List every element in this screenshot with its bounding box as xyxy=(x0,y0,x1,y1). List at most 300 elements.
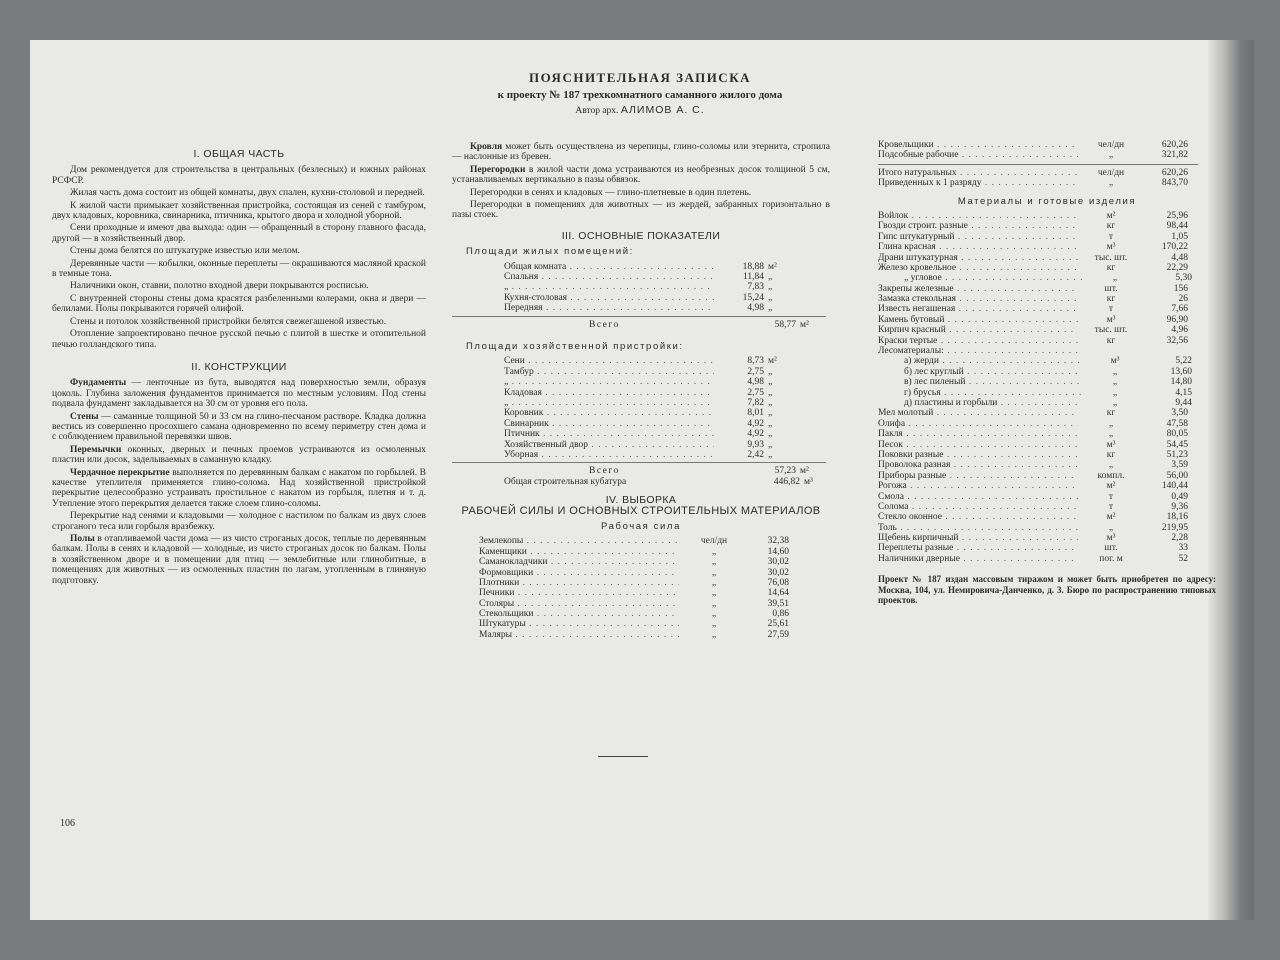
material-row-name: Кирпич красный . . . xyxy=(878,325,1078,335)
material-row-value: 2,28 xyxy=(1171,533,1188,544)
labor-row-name: Каменщики . . . xyxy=(479,547,679,557)
living-area-row xyxy=(452,303,830,313)
document-subtitle: к проекту № 187 трехкомнатного саманного жилого дома xyxy=(497,89,783,101)
material-row-unit: т xyxy=(1108,231,1114,242)
materials-table xyxy=(878,211,1216,564)
labor-row-name: Штукатуры . . . xyxy=(479,619,679,629)
material-row-unit: „ xyxy=(1108,460,1114,471)
paragraph xyxy=(52,412,426,443)
labor-row-unit: „ xyxy=(711,567,717,578)
paragraph-lead: Кровля xyxy=(470,142,503,152)
living-area-row-name: Спальня . . . xyxy=(504,272,714,282)
material-row xyxy=(878,543,1216,553)
labor-row xyxy=(452,599,830,609)
material-row-name: Песок . . . xyxy=(878,440,1078,450)
labor-row-unit: „ xyxy=(711,619,717,630)
material-row-unit: кг xyxy=(1106,294,1116,305)
paragraph-lead: Перегородки xyxy=(470,164,526,175)
paragraph-text: Перегородки в помещениях для животных — из жердей, забранных горизонтально в пазы стоек. xyxy=(452,200,830,221)
utility-area-row-value: 2,75 xyxy=(747,387,764,398)
utility-area-row-name: Сени . . . xyxy=(504,356,714,366)
material-row-name: Глина красная . . . xyxy=(878,242,1078,252)
material-row-name: Краски тертые . . . xyxy=(878,336,1078,346)
labor-row xyxy=(452,578,830,588)
labor-caption: Рабочая сила xyxy=(601,520,681,532)
material-row-name: Смола . . . xyxy=(878,492,1078,502)
utility-area-row-name: „ . . . xyxy=(504,377,714,387)
material-row-value: 4,96 xyxy=(1171,325,1188,336)
labor-row-value: 32,38 xyxy=(767,536,789,547)
utility-area-row xyxy=(452,377,830,387)
living-area-row-unit: „ xyxy=(768,282,773,293)
material-row-value: 140,44 xyxy=(1161,481,1188,492)
paragraph: Дом рекомендуется для строительства в центральных (безлесных) и южных районах РСФСР. xyxy=(52,165,426,186)
material-row xyxy=(878,408,1216,418)
labor-row-unit: „ xyxy=(711,546,717,557)
paragraph-text: — ленточные из бута, выводятся над поверхностью земли, образуя цоколь. Глубина заложения фундаментов принимается по местным условиям. Под стены подвала фундамент закладывается на 30 см от уровня его пола. xyxy=(52,378,426,410)
labor-row-unit: „ xyxy=(711,557,717,568)
labor-row-name: Маляры . . . xyxy=(479,630,679,640)
living-area-row-value: 18,88 xyxy=(742,261,764,272)
material-row-unit: „ xyxy=(1112,366,1118,377)
labor-total-row-name: Итого натуральных . . . xyxy=(878,168,1078,178)
material-row xyxy=(878,356,1216,366)
material-row-unit: м³ xyxy=(1106,314,1116,325)
material-row-unit: шт. xyxy=(1104,543,1118,554)
paragraph xyxy=(452,188,830,198)
material-row-unit: „ xyxy=(1112,273,1118,284)
material-row-unit: кг xyxy=(1106,262,1116,273)
column-right xyxy=(878,140,1216,607)
living-area-row-unit: „ xyxy=(768,272,773,283)
paragraph: Сени проходные и имеют два выхода: один — обращенный в сторону главного фасада, другой — в хозяйственный двор. xyxy=(52,223,426,244)
material-row-unit: м² xyxy=(1106,481,1116,492)
material-row xyxy=(878,419,1216,429)
material-row-name: Стекло оконное . . . xyxy=(878,512,1078,522)
material-row-unit: компл. xyxy=(1097,470,1125,481)
labor-row-value: 76,08 xyxy=(767,577,789,588)
building-volume: Общая строительная кубатура 446,82 м³ xyxy=(504,476,813,487)
material-row-name: Солома . . . xyxy=(878,502,1078,512)
section-heading-selection-sub: РАБОЧЕЙ СИЛЫ И ОСНОВНЫХ СТРОИТЕЛЬНЫХ МАТЕРИАЛОВ xyxy=(461,504,821,517)
material-row-name: Железо кровельное . . . xyxy=(878,263,1078,273)
material-row-value: 47,58 xyxy=(1166,418,1188,429)
material-row-unit: „ xyxy=(1108,418,1114,429)
material-row-name: Известь негашеная . . . xyxy=(878,304,1078,314)
section-heading-indicators: III. ОСНОВНЫЕ ПОКАЗАТЕЛИ xyxy=(561,229,721,242)
section-heading-general: I. ОБЩАЯ ЧАСТЬ xyxy=(193,148,285,160)
labor-row-value: 14,64 xyxy=(767,588,789,599)
material-row xyxy=(878,211,1216,221)
material-row xyxy=(878,512,1216,522)
utility-area-row xyxy=(452,419,830,429)
material-row-value: 25,96 xyxy=(1166,210,1188,221)
material-row-value: 0,49 xyxy=(1171,491,1188,502)
labor-row-value: 321,82 xyxy=(1161,150,1188,161)
material-row-unit: „ xyxy=(1112,398,1118,408)
paragraph-lead: Фундаменты xyxy=(70,378,127,389)
paragraph: Деревянные части — кобылки, оконные переплеты — окрашиваются масляной краской в темные тона. xyxy=(52,258,426,280)
utility-area-row-unit: „ xyxy=(768,429,773,440)
living-area-row-value: 7,83 xyxy=(747,282,764,293)
living-areas-total: Всего 58,77 м² xyxy=(452,316,826,330)
material-row xyxy=(878,284,1216,294)
material-row-value: 33 xyxy=(1178,543,1188,554)
material-row xyxy=(878,315,1216,325)
labor-row-value: 0,86 xyxy=(772,609,789,620)
material-row xyxy=(878,502,1216,512)
material-row-unit: пог. м xyxy=(1099,553,1123,564)
labor-row xyxy=(452,568,830,578)
paragraph: Наличники окон, ставни, полотно входной двери покрываются росписью. xyxy=(70,281,369,292)
section-heading-selection: IV. ВЫБОРКА xyxy=(605,494,677,507)
material-row-value: 170,22 xyxy=(1161,242,1188,253)
labor-row-unit: „ xyxy=(711,629,717,640)
labor-total-row xyxy=(878,178,1216,188)
utility-area-row xyxy=(452,388,830,398)
material-row-unit: т xyxy=(1108,491,1114,502)
utility-area-row-unit: „ xyxy=(768,408,773,419)
material-row xyxy=(878,492,1216,502)
labor-table xyxy=(452,536,830,640)
document-header xyxy=(430,70,850,116)
material-row-value: 26 xyxy=(1178,294,1188,305)
material-row-name: Закрепы железные . . . xyxy=(878,284,1078,294)
material-row-name: а) жерди . . . xyxy=(878,356,1082,366)
material-row xyxy=(878,294,1216,304)
utility-area-row-name: Уборная . . . xyxy=(504,450,714,460)
labor-row-unit: „ xyxy=(711,609,717,620)
material-row-name: Лесоматериалы: . . . xyxy=(878,346,1078,356)
material-row-value: 4,48 xyxy=(1171,252,1188,263)
labor-row xyxy=(452,557,830,567)
utility-area-row-value: 4,92 xyxy=(747,429,764,440)
material-row-unit: м³ xyxy=(1106,439,1116,450)
living-area-row-name: Передняя . . . xyxy=(504,303,714,313)
utility-area-row xyxy=(452,356,830,366)
living-area-row-unit: „ xyxy=(768,292,773,303)
end-rule xyxy=(598,756,648,757)
labor-total-row-unit: чел/дн xyxy=(1097,167,1125,178)
labor-row-name: Печники . . . xyxy=(479,588,679,598)
utility-area-row-name: Коровник . . . xyxy=(504,408,714,418)
material-row-value: 156 xyxy=(1173,283,1188,294)
labor-row xyxy=(452,630,830,640)
material-row-name: Проволока разная . . . xyxy=(878,460,1078,470)
material-row-value: 1,05 xyxy=(1171,231,1188,242)
material-row xyxy=(878,253,1216,263)
material-row-name: Драни штукатурная . . . xyxy=(878,253,1078,263)
paragraph-text: в жилой части дома устраиваются из необрезных досок толщиной 5 см, устанавливаемых вертикально в пазы обвязок. xyxy=(452,164,830,186)
material-row-unit: т xyxy=(1108,501,1114,512)
utility-area-row-value: 9,93 xyxy=(747,439,764,450)
material-row-value: 98,44 xyxy=(1166,221,1188,232)
material-row-value: 3,59 xyxy=(1171,460,1188,471)
labor-row xyxy=(452,536,830,546)
material-row xyxy=(878,367,1216,377)
utility-area-row-unit: „ xyxy=(768,418,773,429)
utility-area-row-unit: „ xyxy=(768,439,773,450)
labor-row xyxy=(878,150,1216,160)
paragraph xyxy=(452,142,830,163)
labor-total-row-value: 843,70 xyxy=(1161,178,1188,189)
utility-area-row-unit: м² xyxy=(768,356,777,367)
material-row-unit: тыс. шт. xyxy=(1094,325,1128,336)
material-row xyxy=(878,346,1216,356)
material-row-unit: кг xyxy=(1106,449,1116,460)
author-name: АЛИМОВ А. С. xyxy=(620,104,705,116)
labor-row-unit: „ xyxy=(711,588,717,599)
paragraph: Стены и потолок хозяйственной пристройки белятся свежегашеной известью. xyxy=(70,316,387,327)
material-row xyxy=(878,232,1216,242)
utility-areas-caption: Площади хозяйственной пристройки: xyxy=(466,341,684,353)
material-row-value: 32,56 xyxy=(1166,335,1188,346)
paragraph-lead: Полы xyxy=(70,534,95,544)
labor-totals xyxy=(878,168,1216,189)
material-row-name: Пакля . . . xyxy=(878,429,1078,439)
material-row xyxy=(878,450,1216,460)
paragraph xyxy=(452,165,830,186)
labor-row xyxy=(878,140,1216,150)
material-row xyxy=(878,263,1216,273)
utility-area-row-unit: „ xyxy=(768,449,773,460)
material-row-value: 56,00 xyxy=(1166,470,1188,481)
paragraph-text: выполняется по деревянным балкам с накатом по горбылей. В качестве утеплителя применяется глино-солома. Над хозяйственной пристройкой перекрытие целесообразно устраивать простильное с накатом из горбыля, плетня и т. д. Утепление этого перекрытия делается также слоем глино-соломы. xyxy=(52,467,427,509)
paragraph: Отопление запроектировано печное русской печью с плитой в шестке и отопительной печью голландского типа. xyxy=(52,329,426,350)
material-row-name: Толь . . . xyxy=(878,523,1078,533)
material-row-value: 14,80 xyxy=(1170,377,1192,388)
material-row-name: Наличники дверные . . . xyxy=(878,554,1078,564)
labor-row-value: 27,59 xyxy=(767,629,789,640)
utility-area-row-unit: „ xyxy=(768,366,773,377)
material-row-unit: кг xyxy=(1106,221,1116,232)
material-row-unit: м² xyxy=(1106,210,1116,221)
living-area-row-value: 15,24 xyxy=(742,292,764,303)
material-row-name: Поковки разные . . . xyxy=(878,450,1078,460)
paragraph: К жилой части примыкает хозяйственная пристройка, состоящая из сеней с тамбуром, двух кладовых, коровника, свинарника, птичника, крытого двора и холодной уборной. xyxy=(52,200,426,222)
labor-row-unit: „ xyxy=(711,577,717,588)
living-area-row xyxy=(452,262,830,272)
paragraph-text: — саманные толщиной 50 и 33 см на глино-песчаном растворе. Кладка должна вестись из совершенно просохшего самана одновременно по всему периметру стен дома и с соблюдением правильной перевязки швов. xyxy=(52,411,426,443)
labor-row-name: Формовщики . . . xyxy=(479,568,679,578)
material-row-name: Замазка стекольная . . . xyxy=(878,294,1078,304)
materials-caption: Материалы и готовые изделия xyxy=(957,195,1137,207)
living-area-row-name: Общая комната . . . xyxy=(504,262,714,272)
material-row xyxy=(878,388,1216,398)
material-row-value: 22,29 xyxy=(1166,262,1188,273)
page-number: 106 xyxy=(60,818,75,829)
paragraph xyxy=(52,468,426,510)
utility-area-row-value: 4,92 xyxy=(747,418,764,429)
material-row xyxy=(878,460,1216,470)
material-row-name: г) брусья . . . xyxy=(878,388,1082,398)
labor-row-value: 14,60 xyxy=(767,546,789,557)
material-row-name: б) лес круглый . . . xyxy=(878,367,1082,377)
utility-areas-total: Всего 57,23 м² xyxy=(452,462,826,476)
material-row-value: 80,05 xyxy=(1166,429,1188,440)
labor-table-cont xyxy=(878,140,1216,161)
labor-row-name: Кровельщики . . . xyxy=(878,140,1078,150)
labor-row-value: 39,51 xyxy=(767,598,789,609)
utility-area-row-unit: „ xyxy=(768,397,773,408)
material-row xyxy=(878,440,1216,450)
material-row xyxy=(878,533,1216,543)
utility-area-row-name: Птичник . . . xyxy=(504,429,714,439)
material-row-unit: кг xyxy=(1106,335,1116,346)
section-heading-constructions: II. КОНСТРУКЦИИ xyxy=(191,360,287,373)
material-row-unit: м² xyxy=(1106,512,1116,523)
column-middle xyxy=(452,142,830,640)
material-row xyxy=(878,523,1216,533)
utility-area-row-unit: „ xyxy=(768,377,773,388)
material-row-name: Мел молотый . . . xyxy=(878,408,1078,418)
paragraph: С внутренней стороны стены дома красятся разбеленными колерами, окна и двери — белилами. Полы покрываются горячей олифой. xyxy=(52,293,426,315)
material-row xyxy=(878,429,1216,439)
paragraph-lead: Перемычки xyxy=(70,444,122,455)
material-row xyxy=(878,481,1216,491)
paragraph: Жилая часть дома состоит из общей комнаты, двух спален, кухни-столовой и передней. xyxy=(70,188,425,199)
paragraph-text: в отапливаемой части дома — из чисто строганых досок, теплые по деревянным балкам. Полы в сенях и кладовой — холодные, из чисто строганых досок по балкам. Полы в хозяйственном дворе и в помещении для птиц — землебитные или глинобитные, в помещениях для животных — из осмоленных пластин по лагам, утопленным в глиняную подготовку. xyxy=(52,534,426,586)
labor-row-value: 25,61 xyxy=(767,619,789,630)
material-row-name: Гвозди строит. разные . . . xyxy=(878,221,1078,231)
labor-row xyxy=(452,547,830,557)
material-row-value: 3,50 xyxy=(1171,408,1188,419)
paragraph-lead: Стены xyxy=(70,411,99,422)
material-row-unit: тыс. шт. xyxy=(1094,252,1128,263)
section-general-text xyxy=(52,165,426,350)
living-area-row-name: Кухня-столовая . . . xyxy=(504,293,714,303)
labor-total-row-value: 620,26 xyxy=(1161,167,1188,178)
paragraph xyxy=(452,200,830,221)
utility-area-row-value: 2,75 xyxy=(747,366,764,377)
living-area-row-unit: м² xyxy=(768,261,777,272)
material-row-name: Гипс штукатурный . . . xyxy=(878,232,1078,242)
material-row-value: 18,16 xyxy=(1166,512,1188,523)
utility-area-row-value: 8,01 xyxy=(747,408,764,419)
divider-line xyxy=(878,164,1198,165)
labor-total-row-name: Приведенных к 1 разряду . . . xyxy=(878,178,1078,188)
material-row-value: 13,60 xyxy=(1170,366,1192,377)
material-row-value: 5,30 xyxy=(1175,273,1192,284)
material-row-unit: м³ xyxy=(1106,242,1116,253)
utility-area-row-name: „ . . . xyxy=(504,398,714,408)
material-row-value: 54,45 xyxy=(1166,439,1188,450)
labor-row-name: Столяры . . . xyxy=(479,599,679,609)
material-row xyxy=(878,304,1216,314)
labor-row-name: Саманокладчики . . . xyxy=(479,557,679,567)
material-row-unit: шт. xyxy=(1104,283,1118,294)
material-row-value: 219,95 xyxy=(1161,522,1188,533)
material-row-name: „ угловое . . . xyxy=(878,273,1082,283)
utility-area-row-value: 4,98 xyxy=(747,377,764,388)
labor-row xyxy=(452,588,830,598)
utility-area-row-name: Тамбур . . . xyxy=(504,367,714,377)
utility-area-row xyxy=(452,450,830,460)
living-area-row-name: „ . . . xyxy=(504,282,714,292)
utility-area-row-unit: „ xyxy=(768,387,773,398)
paragraph xyxy=(52,378,426,409)
paragraph-text: Перегородки в сенях и кладовых — глино-плетневые в один плетень. xyxy=(470,187,752,198)
material-row-unit: „ xyxy=(1112,387,1118,398)
section-constructions-text xyxy=(52,378,426,586)
material-row-unit: кг xyxy=(1106,408,1116,419)
paragraph xyxy=(52,534,426,586)
living-areas-caption: Площади жилых помещений: xyxy=(466,246,634,258)
material-row-value: 52 xyxy=(1178,553,1188,564)
document-title: ПОЯСНИТЕЛЬНАЯ ЗАПИСКА xyxy=(528,70,752,85)
material-row xyxy=(878,398,1216,408)
document-author xyxy=(430,104,850,116)
living-area-row-unit: „ xyxy=(768,303,773,314)
material-row xyxy=(878,471,1216,481)
utility-areas-table xyxy=(452,356,830,460)
material-row-name: Камень бутовый . . . xyxy=(878,315,1078,325)
living-area-row xyxy=(452,282,830,292)
paragraph-lead: Чердачное перекрытие xyxy=(70,467,170,478)
material-row-unit: „ xyxy=(1108,429,1114,440)
material-row-name: в) лес пиленый . . . xyxy=(878,377,1082,387)
material-row-name: Приборы разные . . . xyxy=(878,471,1078,481)
material-row-name: Войлок . . . xyxy=(878,211,1078,221)
material-row xyxy=(878,554,1216,564)
paragraph-text: Перекрытие над сенями и кладовыми — холодное с настилом по балкам из двух слоев строганого теса или горбыля вразбежку. xyxy=(52,511,426,532)
labor-row-unit: чел/дн xyxy=(1097,140,1125,150)
material-row-value: 9,44 xyxy=(1175,398,1192,408)
author-prefix: Автор арх. xyxy=(575,106,619,116)
labor-row-value: 620,26 xyxy=(1161,140,1188,150)
utility-area-row xyxy=(452,408,830,418)
material-row xyxy=(878,242,1216,252)
utility-area-row xyxy=(452,429,830,439)
utility-area-row xyxy=(452,440,830,450)
paragraph xyxy=(52,445,426,466)
labor-row-name: Плотники . . . xyxy=(479,578,679,588)
section-constructions-text-cont xyxy=(452,142,830,221)
paragraph xyxy=(52,511,426,532)
material-row-value: 51,23 xyxy=(1166,449,1188,460)
utility-area-row-value: 7,82 xyxy=(747,397,764,408)
living-area-row-value: 11,84 xyxy=(742,272,764,283)
paragraph-text: может быть осуществлена из черепицы, глино-соломы или этернита, стропила — наслонные из бревен. xyxy=(452,142,830,163)
labor-row xyxy=(452,619,830,629)
utility-area-row-name: Свинарник . . . xyxy=(504,419,714,429)
material-row-value: 5,22 xyxy=(1175,356,1192,367)
utility-area-row-name: Кладовая . . . xyxy=(504,388,714,398)
material-row-name: д) пластины и горбыли . . . xyxy=(878,398,1082,408)
labor-row-unit: чел/дн xyxy=(700,536,728,547)
utility-area-row-name: Хозяйственный двор . . . xyxy=(504,440,714,450)
publication-note: Проект № 187 издан массовым тиражом и может быть приобретен по адресу: Москва, 104, ул. Немировича-Данченко, д. 3. Бюро по распространению типовых проектов. xyxy=(878,574,1216,606)
material-row-name: Олифа . . . xyxy=(878,419,1078,429)
column-left xyxy=(52,142,426,588)
labor-row-unit: „ xyxy=(1108,150,1114,161)
utility-area-row xyxy=(452,398,830,408)
material-row-unit: „ xyxy=(1108,522,1114,533)
labor-total-row xyxy=(878,168,1216,178)
living-area-row xyxy=(452,293,830,303)
material-row-unit: т xyxy=(1108,304,1114,315)
material-row-unit: „ xyxy=(1112,377,1118,388)
material-row xyxy=(878,377,1216,387)
material-row-unit: м³ xyxy=(1106,533,1116,544)
living-areas-table xyxy=(452,262,830,314)
living-area-row xyxy=(452,272,830,282)
material-row-value: 9,36 xyxy=(1171,501,1188,512)
material-row-name: Рогожа . . . xyxy=(878,481,1078,491)
paragraph: Стены дома белятся по штукатурке известью или мелом. xyxy=(70,246,300,257)
labor-row xyxy=(452,609,830,619)
paragraph-text: оконных, дверных и печных проемов устраиваются из осмоленных пластин или досок, заделываемых в саманную кладку. xyxy=(52,444,426,466)
